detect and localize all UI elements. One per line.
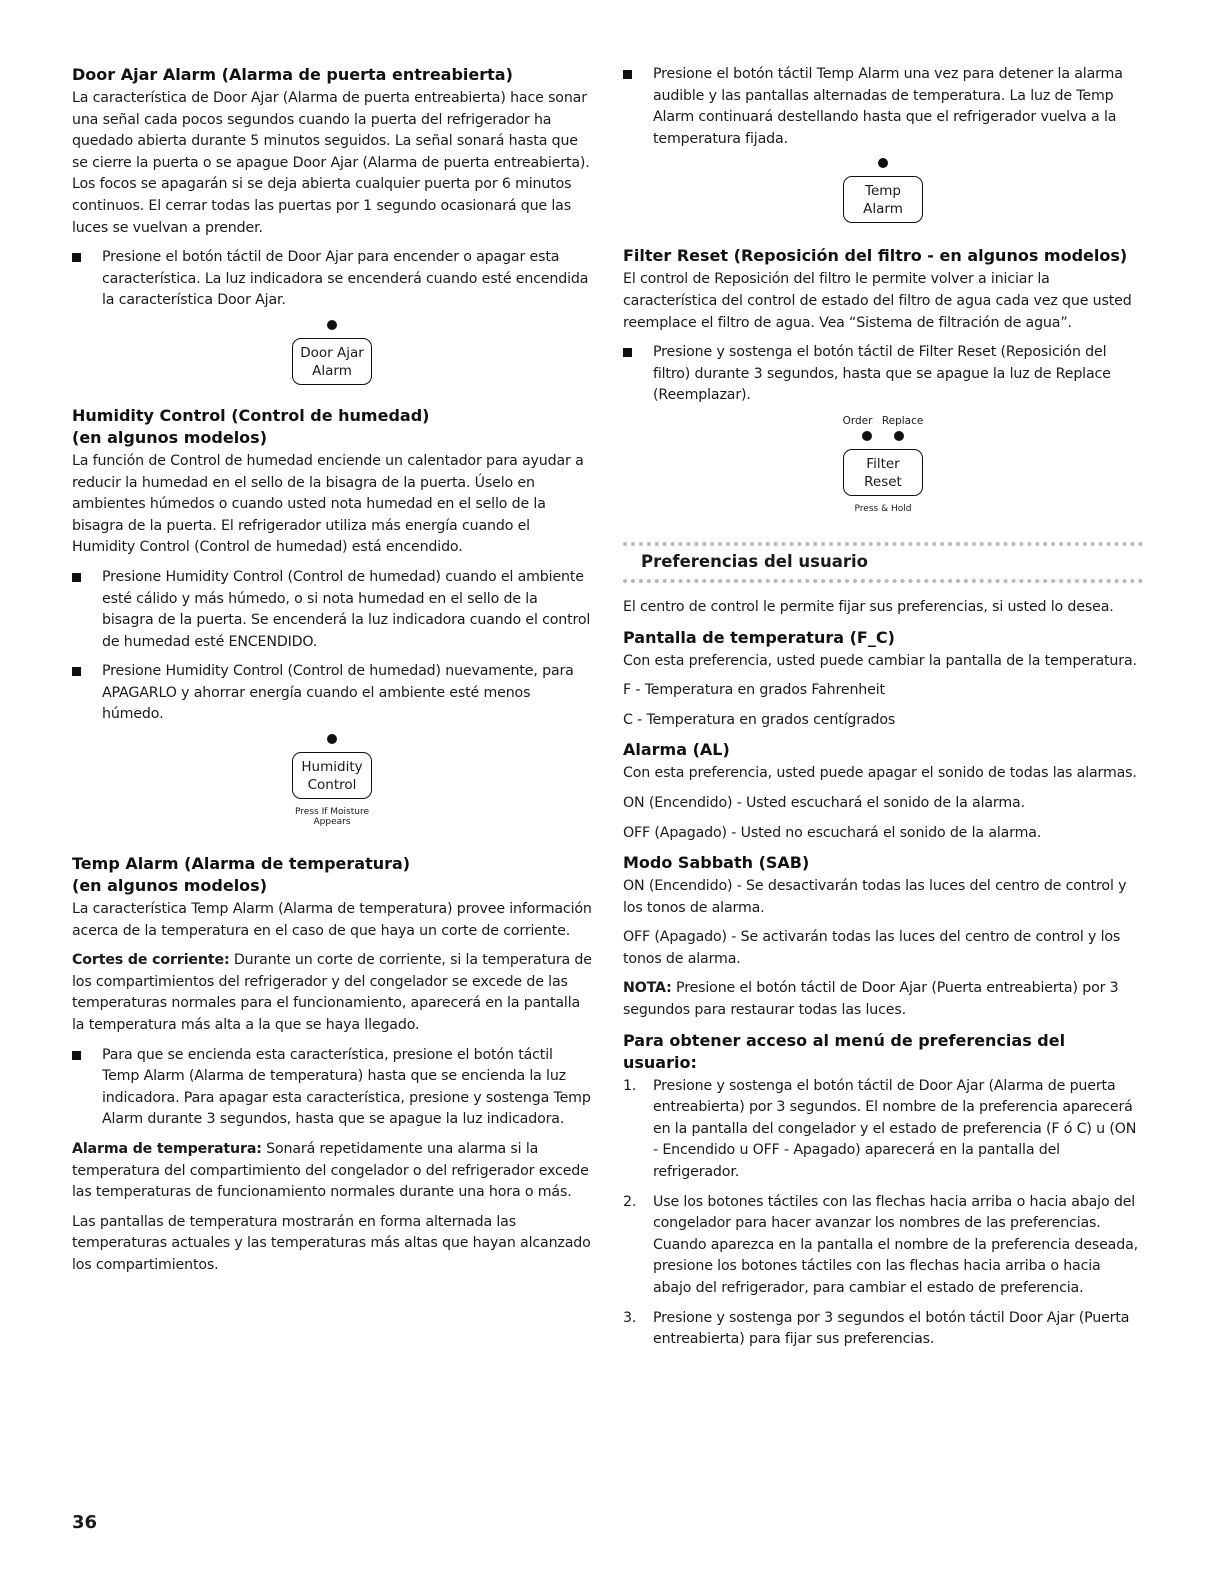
- humidity-paragraph: La función de Control de humedad enciende un calentador para ayudar a reducir la humedad en el sello de la bisagra de la puerta. Úselo en ambientes húmedos o cuando usted nota humedad en el sello de la bisagra de la puerta. El refrigerador utiliza más energía cuando el Humidity Control (Control de humedad) está encendido.: [72, 452, 584, 556]
- button-label-line2: Alarm: [312, 362, 352, 379]
- list-item: Presione el botón táctil Temp Alarm una vez para detener la alarma audible y las pantallas alternadas de temperatura. La luz de Temp Alarm continuará destellando hasta que el refrigerador vuelva a la temperatura fijada.: [623, 64, 1143, 150]
- alarm-pref-paragraph: Con esta preferencia, usted puede apagar el sonido de todas las alarmas.: [623, 765, 1137, 782]
- door-ajar-bullets: [72, 247, 592, 312]
- display-pref-f: F - Temperatura en grados Fahrenheit: [623, 682, 885, 699]
- temp-alarm-title-line1: Temp Alarm (Alarma de temperatura): [72, 854, 411, 874]
- button-label-line2: Reset: [864, 473, 902, 490]
- door-ajar-button-illustration: [72, 320, 592, 385]
- list-item: Para que se encienda esta característica, presione el botón táctil Temp Alarm (Alarma de temperatura) hasta que se encienda la luz indicadora. Para apagar esta característica, presione y sostenga Temp Alarm durante 3 segundos, hasta que se apague la luz indicadora.: [72, 1045, 592, 1131]
- preferences-intro: El centro de control le permite fijar sus preferencias, si usted lo desea.: [623, 598, 1114, 615]
- note-text: Presione el botón táctil de Door Ajar (Puerta entreabierta) por 3 segundos para restaurar todas las luces.: [623, 980, 1119, 1019]
- list-item: Presione y sostenga el botón táctil de Filter Reset (Reposición del filtro) durante 3 segundos, hasta que se apague la luz de Replace (Reemplazar).: [623, 342, 1143, 407]
- sabbath-pref-on: ON (Encendido) - Se desactivarán todas las luces del centro de control y los tonos de alarma.: [623, 878, 1127, 916]
- sabbath-pref-title: Modo Sabbath (SAB): [623, 853, 810, 873]
- humidity-bullets: [72, 567, 592, 726]
- button-label-line1: Humidity: [301, 759, 363, 776]
- button-label-line1: Door Ajar: [300, 344, 364, 361]
- door-ajar-title: Door Ajar Alarm (Alarma de puerta entreabierta): [72, 65, 513, 84]
- list-item: Presione Humidity Control (Control de humedad) nuevamente, para APAGARLO y ahorrar energía cuando el ambiente esté menos húmedo.: [72, 661, 592, 726]
- sabbath-pref-off: OFF (Apagado) - Se activarán todas las luces del centro de control y los tonos de alarma.: [623, 929, 1121, 967]
- left-column: [72, 64, 592, 1285]
- indicator-light-icon: [327, 320, 337, 330]
- step-number: 3.: [623, 1309, 637, 1326]
- access-steps: [623, 1076, 1143, 1351]
- filter-reset-button: [843, 449, 923, 496]
- list-item: [623, 1076, 1143, 1184]
- sabbath-note: [623, 978, 1143, 1021]
- temp-alarm-lead: Alarma de temperatura:: [72, 1141, 262, 1157]
- button-label-line1: Filter: [866, 455, 900, 472]
- list-item: [623, 1308, 1143, 1351]
- list-item: Presione Humidity Control (Control de humedad) cuando el ambiente esté cálido y más húmedo, o si nota humedad en el sello de la bisagra de la puerta. Se encenderá la luz indicadora cuando el control de humedad esté ENCENDIDO.: [72, 567, 592, 653]
- step-text: Presione y sostenga por 3 segundos el botón táctil Door Ajar (Puerta entreabierta) para fijar sus preferencias.: [653, 1309, 1130, 1348]
- filter-caption: Press & Hold: [854, 503, 912, 514]
- temp-alarm-paragraph-3: [72, 1139, 592, 1204]
- temp-alarm-paragraph-2: [72, 950, 592, 1036]
- indicator-light-icon: [878, 158, 888, 168]
- replace-light-icon: [894, 431, 904, 441]
- temp-alarm-title-line2: (en algunos modelos): [72, 876, 268, 896]
- preferences-section-header: Preferencias del usuario: [623, 542, 1143, 583]
- humidity-title-line1: Humidity Control (Control de humedad): [72, 405, 430, 425]
- indicator-light-icon: [327, 734, 337, 744]
- caption-line2: Appears: [313, 817, 351, 828]
- button-label-line2: Alarm: [863, 201, 903, 218]
- alarm-pref-off: OFF (Apagado) - Usted no escuchará el sonido de la alarma.: [623, 824, 1042, 841]
- filter-status-labels: [623, 415, 1143, 427]
- temp-alarm-paragraph-4: Las pantallas de temperatura mostrarán en forma alternada las temperaturas actuales y las temperaturas más altas que hayan alcanzado los compartimientos.: [72, 1213, 591, 1273]
- alarm-pref-title: Alarma (AL): [623, 740, 730, 760]
- humidity-caption: [72, 807, 592, 827]
- power-outage-lead: Cortes de corriente:: [72, 952, 230, 969]
- temp-alarm-button-illustration: [623, 158, 1143, 223]
- page-number: 36: [72, 1512, 98, 1533]
- door-ajar-alarm-button: [292, 338, 372, 385]
- display-pref-title: Pantalla de temperatura (F_C): [623, 627, 895, 647]
- display-pref-c: C - Temperatura en grados centígrados: [623, 711, 896, 728]
- power-outage-text: Durante un corte de corriente, si la temperatura de los compartimientos del refrigerador y del congelador se excede de las temperaturas normales para el funcionamiento, aparecerá en la pantalla la temperatura más alta a la que se haya llegado.: [72, 952, 592, 1034]
- filter-indicator-lights: [623, 431, 1143, 441]
- temp-alarm-stop-bullets: [623, 64, 1143, 150]
- temp-alarm-bullets: [72, 1045, 592, 1131]
- step-text: Use los botones táctiles con las flechas hacia arriba o hacia abajo del congelador para hacer avanzar los nombres de las preferencias. Cuando aparezca en la pantalla el nombre de la preferencia deseada, presione los botones táctiles con las flechas hacia arriba o hacia abajo del refrigerador, para cambiar el estado de preferencia.: [653, 1193, 1138, 1296]
- access-menu-title: Para obtener acceso al menú de preferencias del usuario:: [623, 1030, 1066, 1072]
- temp-alarm-title: [72, 853, 592, 897]
- right-column: [623, 64, 1143, 1359]
- filter-reset-title: Filter Reset (Reposición del filtro - en algunos modelos): [623, 246, 1128, 266]
- order-light-icon: [862, 431, 872, 441]
- step-number: 2.: [623, 1193, 637, 1210]
- filter-reset-paragraph: El control de Reposición del filtro le permite volver a iniciar la característica del control de estado del filtro de agua cada vez que usted reemplace el filtro de agua. Vea “Sistema de filtración de agua”.: [623, 271, 1132, 331]
- alarm-pref-on: ON (Encendido) - Usted escuchará el sonido de la alarma.: [623, 794, 1025, 811]
- step-number: 1.: [623, 1077, 637, 1094]
- display-pref-paragraph: Con esta preferencia, usted puede cambiar la pantalla de la temperatura.: [623, 652, 1137, 669]
- button-label-line2: Control: [307, 777, 357, 794]
- temp-alarm-text: Sonará repetidamente una alarma si la temperatura del compartimiento del congelador o del refrigerador excede las temperaturas de funcionamiento normales durante una hora o más.: [72, 1141, 589, 1201]
- humidity-title: [72, 405, 592, 449]
- door-ajar-paragraph: La característica de Door Ajar (Alarma de puerta entreabierta) hace sonar una señal cada pocos segundos cuando la puerta del refrigerador ha quedado abierta durante 5 minutos seguidos. La señal sonará hasta que se cierre la puerta o se apague Door Ajar (Alarma de puerta entreabierta). Los focos se apagarán si se deja abierta cualquier puerta por 6 minutos continuos. El cerrar todas las puertas por 1 segundo ocasionará que las luces se vuelvan a prender.: [72, 90, 590, 236]
- button-label-line1: Temp: [865, 183, 901, 200]
- filter-reset-bullets: [623, 342, 1143, 407]
- temp-alarm-button: [843, 176, 923, 223]
- filter-reset-button-illustration: [623, 415, 1143, 514]
- humidity-control-button: [292, 752, 372, 799]
- temp-alarm-paragraph-1: La característica Temp Alarm (Alarma de temperatura) provee información acerca de la temperatura en el caso de que haya un corte de corriente.: [72, 901, 592, 939]
- humidity-button-illustration: [72, 734, 592, 827]
- replace-label: Replace: [881, 414, 924, 427]
- humidity-title-line2: (en algunos modelos): [72, 427, 268, 447]
- step-text: Presione y sostenga el botón táctil de Door Ajar (Alarma de puerta entreabierta) por 3 segundos. El nombre de la preferencia aparecerá en la pantalla del congelador y el estado de preferencia (F ó C) u (ON - Encendido u OFF - Apagado) aparecerá en la pantalla del refrigerador.: [653, 1077, 1137, 1181]
- list-item: Presione el botón táctil de Door Ajar para encender o apagar esta característica. La luz indicadora se encenderá cuando esté encendida la característica Door Ajar.: [72, 247, 592, 312]
- list-item: [623, 1192, 1143, 1300]
- order-label: Order: [842, 414, 873, 427]
- note-lead: NOTA:: [623, 980, 672, 997]
- caption-line1: Press If Moisture: [295, 807, 369, 818]
